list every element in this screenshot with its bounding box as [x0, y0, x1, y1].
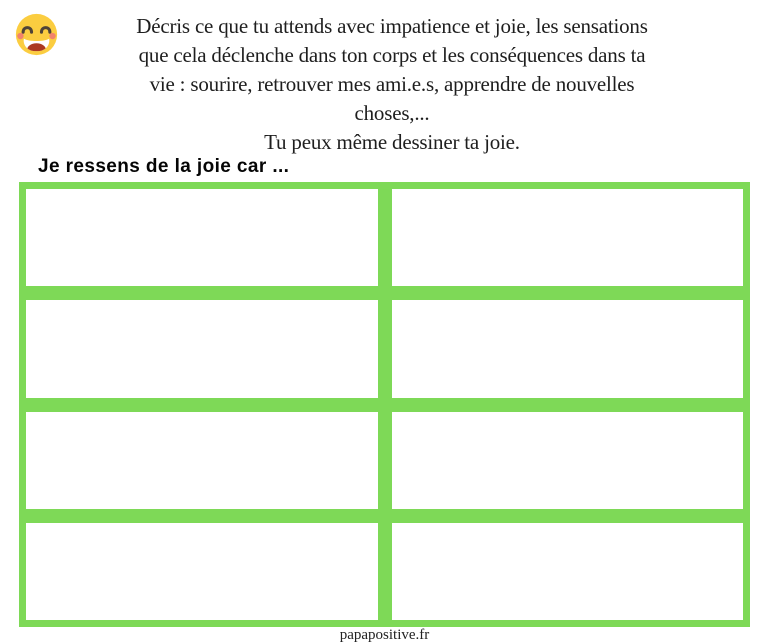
- instructions-line: Tu peux même dessiner ta joie.: [264, 130, 520, 154]
- answer-cell[interactable]: [19, 516, 385, 627]
- answer-cell[interactable]: [385, 182, 751, 293]
- answer-cell[interactable]: [385, 405, 751, 516]
- answer-cell[interactable]: [19, 293, 385, 404]
- instructions-line: que cela déclenche dans ton corps et les conséquences dans ta: [138, 43, 646, 67]
- answer-cell[interactable]: [385, 516, 751, 627]
- answer-cell[interactable]: [385, 293, 751, 404]
- prompt-heading: Je ressens de la joie car ...: [38, 156, 290, 177]
- footer-site-label: papapositive.fr: [339, 627, 430, 643]
- instructions-line: vie : sourire, retrouver mes ami.e.s, apprendre de nouvelles: [149, 72, 635, 96]
- instructions-text: [16, 12, 768, 157]
- answer-grid: [19, 182, 750, 627]
- instructions-line: choses,...: [354, 101, 430, 125]
- answer-cell[interactable]: [19, 405, 385, 516]
- answer-cell[interactable]: [19, 182, 385, 293]
- instructions-line: Décris ce que tu attends avec impatience et joie, les sensations: [136, 14, 648, 38]
